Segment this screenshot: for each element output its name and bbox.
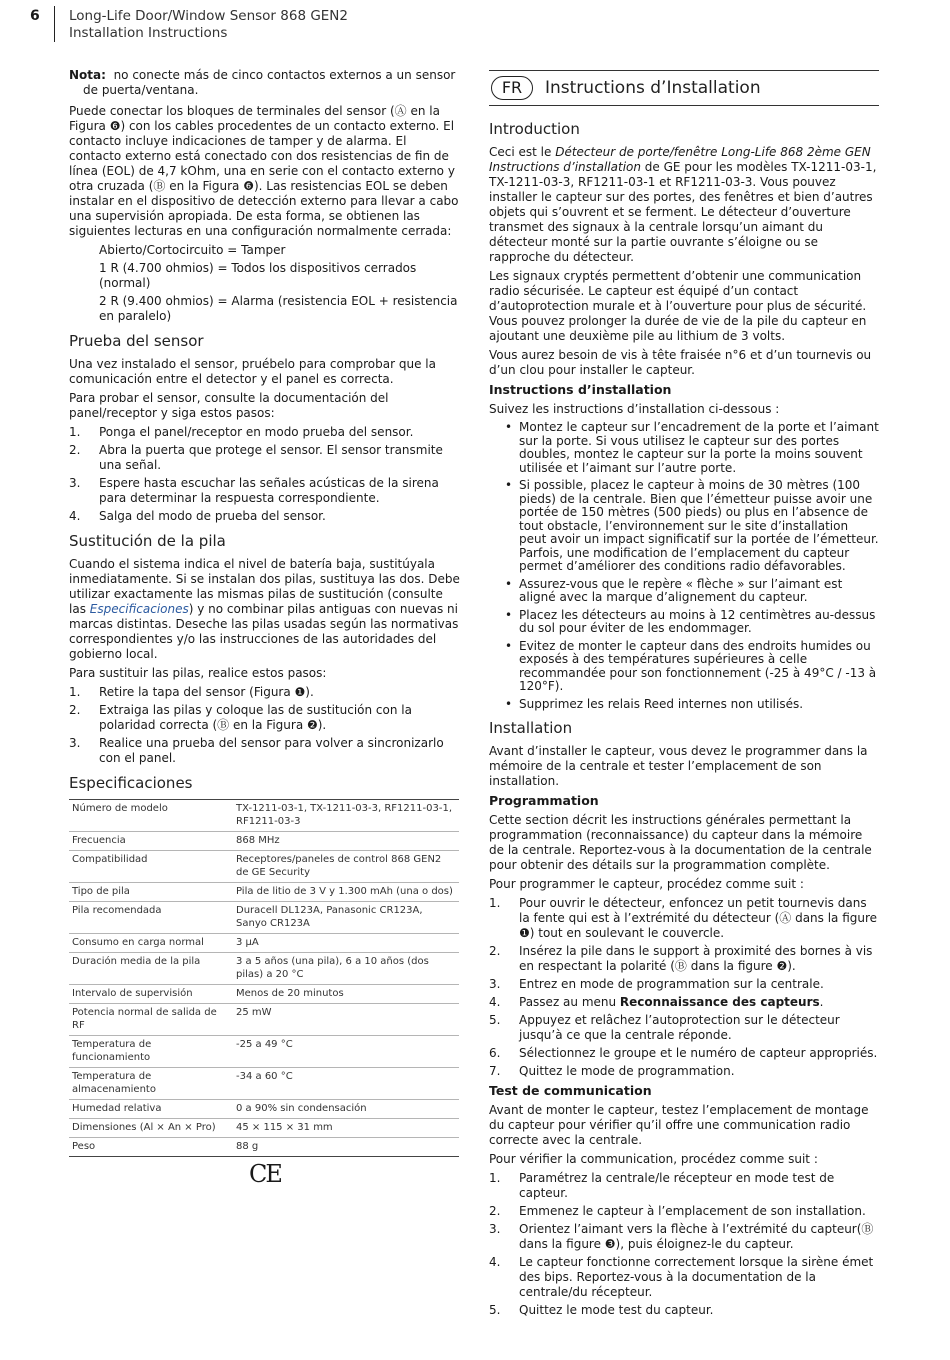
- document-subtitle: Installation Instructions: [69, 25, 228, 41]
- language-badge: FR: [491, 76, 533, 100]
- step-text: Appuyez et relâchez l’autoprotection sur le détecteur jusqu’à ce que la centrale réponde.: [519, 1013, 840, 1042]
- step-text: Retire la tapa del sensor (Figura ❶).: [99, 685, 314, 699]
- list-item: 6. Sélectionnez le groupe et le numéro de capteur appropriés.: [489, 1046, 878, 1060]
- spec-value: 0 a 90% sin condensación: [233, 1100, 459, 1119]
- bullet-text: Montez le capteur sur l’encadrement de la porte et l’aimant sur la porte. Si vous utilisez le capteur sur des portes doubles, montez le capteur sur la porte la moins souvent utilisée et l’aimant sur l’autre porte.: [519, 420, 879, 475]
- step-text: Entrez en mode de programmation sur la centrale.: [519, 977, 824, 991]
- table-row: [69, 953, 459, 985]
- list-item: 3. Espere hasta escuchar las señales acústicas de la sirena para determinar la respuesta correspondiente.: [69, 476, 439, 505]
- list-item: 4. Le capteur fonctionne correctement lorsque la sirène émet des bips. Reportez-vous à la documentation de la centrale/du récepteur.: [489, 1255, 874, 1299]
- spec-label: Número de modelo: [69, 800, 233, 832]
- step-text: Espere hasta escuchar las señales acústicas de la sirena para determinar la respuesta correspondiente.: [99, 476, 439, 505]
- table-row: [69, 985, 459, 1004]
- list-item: 3. Entrez en mode de programmation sur la centrale.: [489, 977, 824, 991]
- list-item: 3. Orientez l’aimant vers la flèche à l’extrémité du capteur(Ⓑ dans la figure ❸), puis éloignez-le du capteur.: [489, 1222, 874, 1251]
- spec-label: Potencia normal de salida de RF: [69, 1004, 233, 1036]
- list-item: 5. Quittez le mode test du capteur.: [489, 1303, 714, 1317]
- paragraph: Les signaux cryptés permettent d’obtenir une communication radio sécurisée. Le capteur est équipé d’un contact d’autoprotection murale et à l’ouverture pour plus de sécurité. Vous pouvez prolonger la durée de vie de la pile du capteur en ajoutant une deuxième pile au lithium de 3 volts.: [489, 269, 867, 343]
- section-heading-battery: Sustitución de la pila: [69, 532, 226, 550]
- spec-label: Temperatura de almacenamiento: [69, 1068, 233, 1100]
- table-row: [69, 934, 459, 953]
- section-heading-specifications: Especificaciones: [69, 774, 193, 792]
- reading-item: Abierto/Cortocircuito = Tamper: [99, 243, 286, 257]
- table-row: [69, 883, 459, 902]
- table-row: [69, 1138, 459, 1157]
- product-title: Détecteur de porte/fenêtre Long-Life 868 2ème GEN Instructions d’installation: [489, 145, 871, 174]
- step-text: Passez au menu: [519, 995, 620, 1009]
- section-heading-introduction: Introduction: [489, 120, 580, 138]
- spec-value: Pila de litio de 3 V y 1.300 mAh (una o dos): [233, 883, 459, 902]
- right-column: [489, 68, 879, 1322]
- list-item: 1. Ponga el panel/receptor en modo prueba del sensor.: [69, 425, 414, 439]
- table-row: [69, 832, 459, 851]
- step-text: Salga del modo de prueba del sensor.: [99, 509, 326, 523]
- spec-label: Intervalo de supervisión: [69, 985, 233, 1004]
- specifications-link[interactable]: Especificaciones: [89, 602, 189, 616]
- step-text: Quittez le mode test du capteur.: [519, 1303, 714, 1317]
- table-row: [69, 902, 459, 934]
- bullet-text: Placez les détecteurs au moins à 12 centimètres au-dessus du sol pour éviter de les endommager.: [519, 607, 876, 635]
- paragraph: Vous aurez besoin de vis à tête fraisée n°6 et d’un tournevis ou d’un clou pour installer le capteur.: [489, 348, 872, 377]
- table-row: [69, 1004, 459, 1036]
- text-run: Ceci est le: [489, 145, 556, 159]
- readings-list: [99, 243, 461, 324]
- step-text: Paramétrez la centrale/le récepteur en mode test de capteur.: [519, 1171, 835, 1200]
- text-run: Cuando el sistema indica el nivel de batería baja, sustitúyala inmediatamente. Si se instalan dos pilas, sustituya las dos. Debe utilizar exactamente las mismas pilas de sustitución (consulte las: [69, 557, 460, 616]
- paragraph: Para sustituir las pilas, realice estos pasos:: [69, 666, 327, 680]
- menu-name: Reconnaissance des capteurs: [619, 995, 820, 1009]
- list-item: 4. Salga del modo de prueba del sensor.: [69, 509, 326, 523]
- page-number: 6: [30, 8, 40, 24]
- spec-value: 25 mW: [233, 1004, 459, 1036]
- list-item: • Placez les détecteurs au moins à 12 centimètres au-dessus du sol pour éviter de les endommager.: [505, 607, 876, 635]
- table-row: [69, 1036, 459, 1068]
- list-item: • Evitez de monter le capteur dans des endroits humides ou exposés à des températures supérieures à celle recommandée pour son fonctionnement (-25 à 49°C / -13 à 120°F).: [505, 638, 877, 693]
- list-item: • Assurez-vous que le repère « flèche » sur l’aimant est aligné avec la marque d’alignement du capteur.: [505, 576, 843, 604]
- list-item: 2. Extraiga las pilas y coloque las de sustitución con la polaridad correcta (Ⓑ en la Figura ❷).: [69, 703, 412, 732]
- paragraph: Pour vérifier la communication, procédez comme suit :: [489, 1152, 818, 1166]
- sensor-test-steps: [69, 425, 461, 524]
- list-item: 2. Abra la puerta que protege el sensor. El sensor transmite una señal.: [69, 443, 443, 472]
- list-item: 1. Retire la tapa del sensor (Figura ❶).: [69, 685, 314, 699]
- spec-label: Temperatura de funcionamiento: [69, 1036, 233, 1068]
- text-run: de GE pour les modèles TX-1211-03-1, TX-1211-03-3, RF1211-03-1 et RF1211-03-3. Vous pouvez installer le capteur sur des portes, des fenêtres et bien d’autres objets qui s’ouvrent et se ferment. Le détecteur d’ouverture transmet des signaux à la centrale lorsqu’un aimant du détecteur monté sur la partie ouvrante s’éloigne ou se rapproche du détecteur.: [489, 160, 877, 264]
- paragraph: Cette section décrit les instructions générales permettant la programmation (reconnaissance) du capteur dans la mémoire de la centrale. Reportez-vous à la documentation de la centrale pour obtenir des détails sur la programmation complète.: [489, 813, 872, 872]
- table-row: [69, 1100, 459, 1119]
- list-item: 1. Paramétrez la centrale/le récepteur en mode test de capteur.: [489, 1171, 835, 1200]
- list-item: • Montez le capteur sur l’encadrement de la porte et l’aimant sur la porte. Si vous utilisez le capteur sur des portes doubles, montez le capteur sur la porte la moins souvent utilisée et l’aimant sur l’autre porte.: [505, 420, 879, 475]
- step-text: Pour ouvrir le détecteur, enfoncez un petit tournevis dans la fente qui est à l’extrémité du détecteur (Ⓐ dans la figure ❶) tout en soulevant le couvercle.: [519, 896, 878, 940]
- running-header: [69, 8, 348, 42]
- list-item: 7. Quittez le mode de programmation.: [489, 1064, 735, 1078]
- battery-steps: [69, 685, 461, 766]
- note-label: Nota:: [69, 68, 106, 82]
- spec-label: Compatibilidad: [69, 851, 233, 883]
- list-item: 1. Pour ouvrir le détecteur, enfoncez un petit tournevis dans la fente qui est à l’extrémité du détecteur (Ⓐ dans la figure ❶) tout en soulevant le couvercle.: [489, 896, 878, 940]
- ce-mark-logo: CE: [249, 1160, 281, 1188]
- note: [69, 68, 461, 98]
- paragraph: [489, 145, 879, 265]
- text-run: ) y no combinar pilas antiguas con nuevas ni marcas distintas. Deseche las pilas usadas según las normativas correspondientes y/o las instrucciones de las autoridades del gobierno local.: [69, 602, 459, 661]
- spec-value: 88 g: [233, 1138, 459, 1157]
- paragraph: [69, 557, 461, 662]
- subheading-installation-instructions: Instructions d’installation: [489, 382, 672, 397]
- spec-label: Duración media de la pila: [69, 953, 233, 985]
- subheading-communication-test: Test de communication: [489, 1083, 652, 1098]
- table-row: [69, 1068, 459, 1100]
- table-row: [69, 1119, 459, 1138]
- programming-steps: [489, 896, 879, 1079]
- spec-label: Pila recomendada: [69, 902, 233, 934]
- bullet-text: Supprimez les relais Reed internes non utilisés.: [519, 696, 804, 711]
- spec-value: -25 a 49 °C: [233, 1036, 459, 1068]
- table-row: [69, 800, 459, 832]
- spec-value: Menos de 20 minutos: [233, 985, 459, 1004]
- list-item: 2. Emmenez le capteur à l’emplacement de son installation.: [489, 1204, 866, 1218]
- bullet-text: Evitez de monter le capteur dans des endroits humides ou exposés à des températures supérieures à celle recommandée pour son fonctionnement (-25 à 49°C / -13 à 120°F).: [519, 638, 877, 693]
- bullet-text: Assurez-vous que le repère « flèche » sur l’aimant est aligné avec la marque d’alignement du capteur.: [519, 576, 843, 604]
- list-item: 4. Passez au menu Reconnaissance des capteurs.: [489, 995, 824, 1009]
- terminal-paragraph: Puede conectar los bloques de terminales del sensor (Ⓐ en la Figura ❻) con los cables procedentes de un contacto externo. El contacto incluye indicaciones de tamper y de alarma. El contacto externo está conectado con dos resistencias de fin de línea (EOL) de 4,7 kOhm, una en serie con el contacto externo y otra cruzada (Ⓑ en la Figura ❻). Las resistencias EOL se deben instalar en el dispositivo de detección externo para llevar a cabo una supervisión apropiada. De esta forma, se obtienen las siguientes lecturas en una configuración normalmente cerrada:: [69, 104, 459, 238]
- spec-label: Frecuencia: [69, 832, 233, 851]
- paragraph: Avant de monter le capteur, testez l’emplacement de montage du capteur pour vérifier qu’il offre une communication radio correcte avec la centrale.: [489, 1103, 869, 1147]
- step-text: Abra la puerta que protege el sensor. El sensor transmite una señal.: [99, 443, 443, 472]
- spec-label: Dimensiones (Al × An × Pro): [69, 1119, 233, 1138]
- bullet-text: Si possible, placez le capteur à moins de 30 mètres (100 pieds) de la centrale. Bien que l’émetteur puisse avoir une portée de 150 mètres (500 pieds) ou plus en l’absence de tout obstacle, l’environnement sur le site d’installation peut avoir un impact significatif sur la portée de l’émetteur. Parfois, une modification de l’emplacement du capteur permet d’améliorer des conditions radio défavorables.: [519, 478, 879, 573]
- left-column: [69, 68, 461, 1188]
- spec-value: Duracell DL123A, Panasonic CR123A, Sanyo CR123A: [233, 902, 459, 934]
- table-row: [69, 851, 459, 883]
- spec-label: Peso: [69, 1138, 233, 1157]
- step-text: Orientez l’aimant vers la flèche à l’extrémité du capteur(Ⓑ dans la figure ❸), puis éloignez-le du capteur.: [519, 1222, 874, 1251]
- section-heading-sensor-test: Prueba del sensor: [69, 332, 204, 350]
- installation-bullets: [489, 421, 879, 711]
- spec-value: Receptores/paneles de control 868 GEN2 de GE Security: [233, 851, 459, 883]
- spec-value: 3 a 5 años (una pila), 6 a 10 años (dos pilas) a 20 °C: [233, 953, 459, 985]
- step-text: Le capteur fonctionne correctement lorsque la sirène émet des bips. Reportez-vous à la documentation de la centrale/du récepteur.: [519, 1255, 874, 1299]
- text-run: .: [819, 995, 824, 1009]
- document-title: Long-Life Door/Window Sensor 868 GEN2: [69, 8, 348, 24]
- language-section-header: [489, 70, 879, 106]
- step-text: Realice una prueba del sensor para volver a sincronizarlo con el panel.: [99, 736, 444, 765]
- spec-label: Consumo en carga normal: [69, 934, 233, 953]
- spec-value: 45 × 115 × 31 mm: [233, 1119, 459, 1138]
- reading-item: 2 R (9.400 ohmios) = Alarma (resistencia EOL + resistencia en paralelo): [99, 294, 458, 323]
- paragraph: Pour programmer le capteur, procédez comme suit :: [489, 877, 804, 891]
- paragraph: Suivez les instructions d’installation ci-dessous :: [489, 402, 780, 416]
- spec-label: Tipo de pila: [69, 883, 233, 902]
- spec-value: -34 a 60 °C: [233, 1068, 459, 1100]
- list-item: • Supprimez les relais Reed internes non utilisés.: [505, 696, 804, 711]
- spec-value: TX-1211-03-1, TX-1211-03-3, RF1211-03-1, RF1211-03-3: [233, 800, 459, 832]
- list-item: • Si possible, placez le capteur à moins de 30 mètres (100 pieds) de la centrale. Bien que l’émetteur puisse avoir une portée de 150 mètres (500 pieds) ou plus en l’absence de tout obstacle, l’environnement sur le site d’installation peut avoir un impact significatif sur la portée de l’émetteur. Parfois, une modification de l’emplacement du capteur permet d’améliorer des conditions radio défavorables.: [505, 478, 879, 573]
- step-text: Insérez la pile dans le support à proximité des bornes à vis en respectant la polarité (Ⓑ dans la figure ❷).: [519, 944, 873, 973]
- reading-item: 1 R (4.700 ohmios) = Todos los dispositivos cerrados (normal): [99, 261, 417, 290]
- communication-test-steps: [489, 1171, 879, 1318]
- paragraph: Avant d’installer le capteur, vous devez le programmer dans la mémoire de la centrale et tester l’emplacement de son installation.: [489, 744, 868, 788]
- step-text: Quittez le mode de programmation.: [519, 1064, 735, 1078]
- list-item: 3. Realice una prueba del sensor para volver a sincronizarlo con el panel.: [69, 736, 444, 765]
- step-text: Sélectionnez le groupe et le numéro de capteur appropriés.: [519, 1046, 878, 1060]
- list-item: 2. Insérez la pile dans le support à proximité des bornes à vis en respectant la polarité (Ⓑ dans la figure ❷).: [489, 944, 873, 973]
- spec-value: 868 MHz: [233, 832, 459, 851]
- list-item: 5. Appuyez et relâchez l’autoprotection sur le détecteur jusqu’à ce que la centrale réponde.: [489, 1013, 840, 1042]
- specifications-table: [69, 799, 459, 1157]
- section-title: Instructions d’Installation: [545, 77, 761, 98]
- section-heading-installation: Installation: [489, 719, 573, 737]
- note-text: no conecte más de cinco contactos externos a un sensor de puerta/ventana.: [83, 68, 456, 97]
- step-text: Extraiga las pilas y coloque las de sustitución con la polaridad correcta (Ⓑ en la Figura ❷).: [99, 703, 412, 732]
- step-text: Emmenez le capteur à l’emplacement de son installation.: [519, 1204, 866, 1218]
- spec-value: 3 µA: [233, 934, 459, 953]
- header-divider: [54, 6, 55, 42]
- step-text: Ponga el panel/receptor en modo prueba del sensor.: [99, 425, 414, 439]
- paragraph: Para probar el sensor, consulte la documentación del panel/receptor y siga estos pasos:: [69, 391, 389, 420]
- paragraph: Una vez instalado el sensor, pruébelo para comprobar que la comunicación entre el detector y el panel es correcta.: [69, 357, 436, 386]
- subheading-programming: Programmation: [489, 793, 599, 808]
- spec-label: Humedad relativa: [69, 1100, 233, 1119]
